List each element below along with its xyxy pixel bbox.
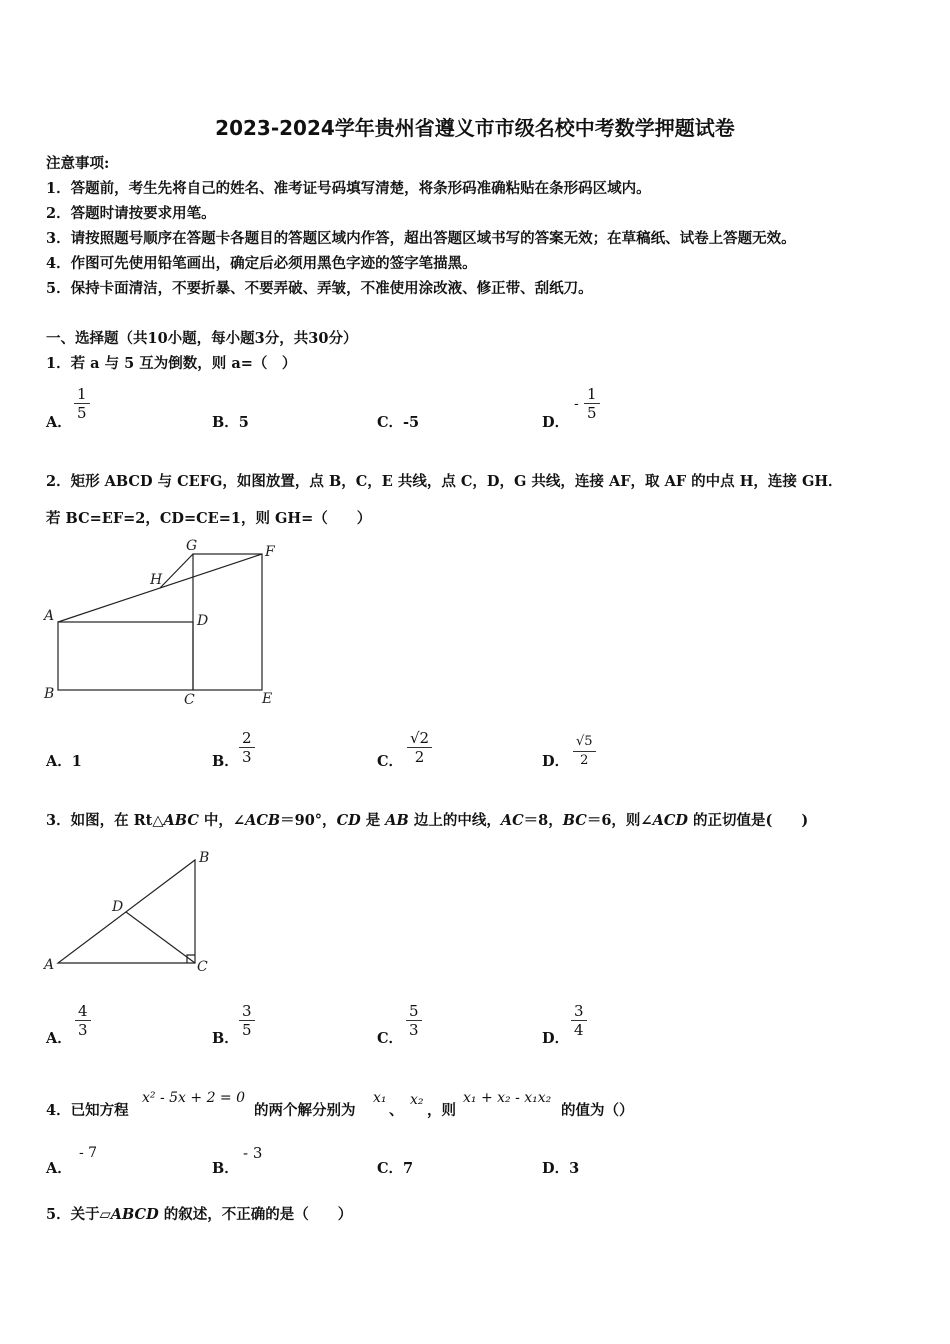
label-a: A <box>44 957 55 973</box>
numerator: 1 <box>77 385 87 403</box>
numerator: 5 <box>409 1002 419 1020</box>
q3-option-c-fraction <box>406 1002 422 1039</box>
denominator: 3 <box>242 748 252 766</box>
q1-option-d-label: D． <box>542 414 570 431</box>
label-b: B <box>44 686 55 702</box>
q1-option-b: B．5 <box>212 414 249 431</box>
note-item: 3．请按照题号顺序在答题卡各题目的答题区域内作答，超出答题区域书写的答案无效；在草稿纸、试卷上答题无效。 <box>46 230 796 247</box>
question-4-stem-end: 的值为（） <box>561 1102 634 1119</box>
q2-option-d-label: D． <box>542 753 570 770</box>
stem-text: ＝6，则∠ <box>586 812 653 829</box>
denominator: 4 <box>574 1021 584 1039</box>
q3-option-a-fraction <box>75 1002 91 1039</box>
stem-var: BC <box>562 812 587 829</box>
numerator: 3 <box>242 1002 252 1020</box>
denominator: 3 <box>409 1021 419 1039</box>
q4-option-b-label: B． <box>212 1160 239 1177</box>
stem-text: 3．如图，在 Rt△ <box>46 812 164 829</box>
question-3-stem <box>46 809 808 830</box>
q2-option-b-fraction <box>239 729 255 766</box>
stem-var: AB <box>385 812 409 829</box>
label-d: D <box>197 613 209 629</box>
q1-option-d-fraction <box>584 385 600 422</box>
q4-equation: x² - 5x + 2 = 0 <box>142 1090 246 1106</box>
denominator: 5 <box>242 1021 252 1039</box>
question-1-stem: 1．若 a 与 5 互为倒数，则 a=（ ） <box>46 355 297 372</box>
numerator: 1 <box>587 385 597 403</box>
q4-option-d: D．3 <box>542 1160 580 1177</box>
numerator: 4 <box>78 1002 88 1020</box>
stem-text: 的正切值是( ) <box>687 812 809 829</box>
stem-var: AC <box>500 812 524 829</box>
stem-var: CD <box>336 812 361 829</box>
stem-var: ABCD <box>110 1206 159 1223</box>
q1-option-a-label: A． <box>46 414 72 431</box>
q4-option-c: C．7 <box>377 1160 414 1177</box>
label-c: C <box>184 692 195 708</box>
q4-option-b-value: - 3 <box>243 1144 263 1162</box>
segment-cd <box>126 912 195 963</box>
stem-text: 中，∠ <box>198 812 246 829</box>
stem-text: 是 <box>360 812 386 829</box>
q1-option-d-sign: - <box>574 396 579 412</box>
numerator: √5 <box>576 734 593 749</box>
label-a: A <box>44 608 55 624</box>
numerator: 2 <box>242 729 252 747</box>
q2-option-d-fraction <box>573 733 596 770</box>
question-4-stem-then: ，则 <box>427 1102 456 1119</box>
note-item: 4．作图可先使用铅笔画出，确定后必须用黑色字迹的签字笔描黑。 <box>46 255 477 272</box>
q3-option-b-fraction <box>239 1002 255 1039</box>
stem-var: ABC <box>163 812 199 829</box>
q4-x2: x₂ <box>410 1092 424 1108</box>
q3-option-c-label: C． <box>377 1030 404 1047</box>
label-h: H <box>150 572 163 588</box>
stem-var: ACD <box>652 812 688 829</box>
q3-option-b-label: B． <box>212 1030 239 1047</box>
q4-option-a-label: A． <box>46 1160 72 1177</box>
denominator: 5 <box>587 404 597 422</box>
page-title: 2023-2024学年贵州省遵义市市级名校中考数学押题试卷 <box>215 116 735 140</box>
note-item: 2．答题时请按要求用笔。 <box>46 205 216 222</box>
section-heading: 一、选择题（共10小题，每小题3分，共30分） <box>46 330 358 347</box>
q4-option-a-value: - 7 <box>79 1145 98 1161</box>
q4-x1: x₁ <box>373 1090 387 1106</box>
rect-abcd <box>58 622 193 690</box>
q4-separator: 、 <box>389 1102 404 1119</box>
note-item: 5．保持卡面清洁，不要折暴、不要弄破、弄皱，不准使用涂改液、修正带、刮纸刀。 <box>46 280 593 297</box>
stem-text: 的叙述，不正确的是（ ） <box>158 1206 353 1223</box>
question-2-stem-cont: 若 BC=EF=2，CD=CE=1，则 GH=（ ） <box>46 510 372 527</box>
label-f: F <box>265 544 275 560</box>
q3-option-a-label: A． <box>46 1030 72 1047</box>
q4-expression: x₁ + x₂ - x₁x₂ <box>463 1090 552 1106</box>
denominator: 2 <box>580 753 589 768</box>
stem-text: 边上的中线， <box>408 812 501 829</box>
q2-option-a: A．1 <box>46 753 82 770</box>
numerator: √2 <box>410 729 430 747</box>
q3-figure <box>40 845 230 980</box>
q2-figure <box>40 532 290 712</box>
label-c: C <box>197 959 208 975</box>
numerator: 3 <box>574 1002 584 1020</box>
stem-text: ＝90°， <box>280 812 337 829</box>
question-2-stem: 2．矩形 ABCD 与 CEFG，如图放置，点 B，C，E 共线，点 C，D，G 共线，连接 AF，取 AF 的中点 H，连接 GH． <box>46 473 843 490</box>
stem-var: ACB <box>245 812 281 829</box>
note-item: 1．答题前，考生先将自己的姓名、准考证号码填写清楚，将条形码准确粘贴在条形码区域内。 <box>46 180 651 197</box>
question-5-stem <box>46 1203 352 1224</box>
q3-option-d-fraction <box>571 1002 587 1039</box>
label-g: G <box>186 538 198 554</box>
denominator: 2 <box>414 748 425 766</box>
denominator: 5 <box>77 404 87 422</box>
notes-heading: 注意事项: <box>46 155 110 172</box>
question-4-stem-mid: 的两个解分别为 <box>254 1102 356 1119</box>
stem-text: ＝8， <box>523 812 563 829</box>
label-e: E <box>262 691 273 707</box>
q1-option-c: C．-5 <box>377 414 420 431</box>
q2-option-c-label: C． <box>377 753 404 770</box>
label-d: D <box>112 899 124 915</box>
stem-text: 5．关于▱ <box>46 1206 111 1223</box>
q1-option-a-fraction <box>74 385 90 422</box>
q2-option-b-label: B． <box>212 753 239 770</box>
denominator: 3 <box>78 1021 88 1039</box>
q2-option-c-fraction <box>407 729 432 766</box>
q3-option-d-label: D． <box>542 1030 570 1047</box>
label-b: B <box>199 850 210 866</box>
question-4-stem-prefix: 4．已知方程 <box>46 1102 129 1119</box>
